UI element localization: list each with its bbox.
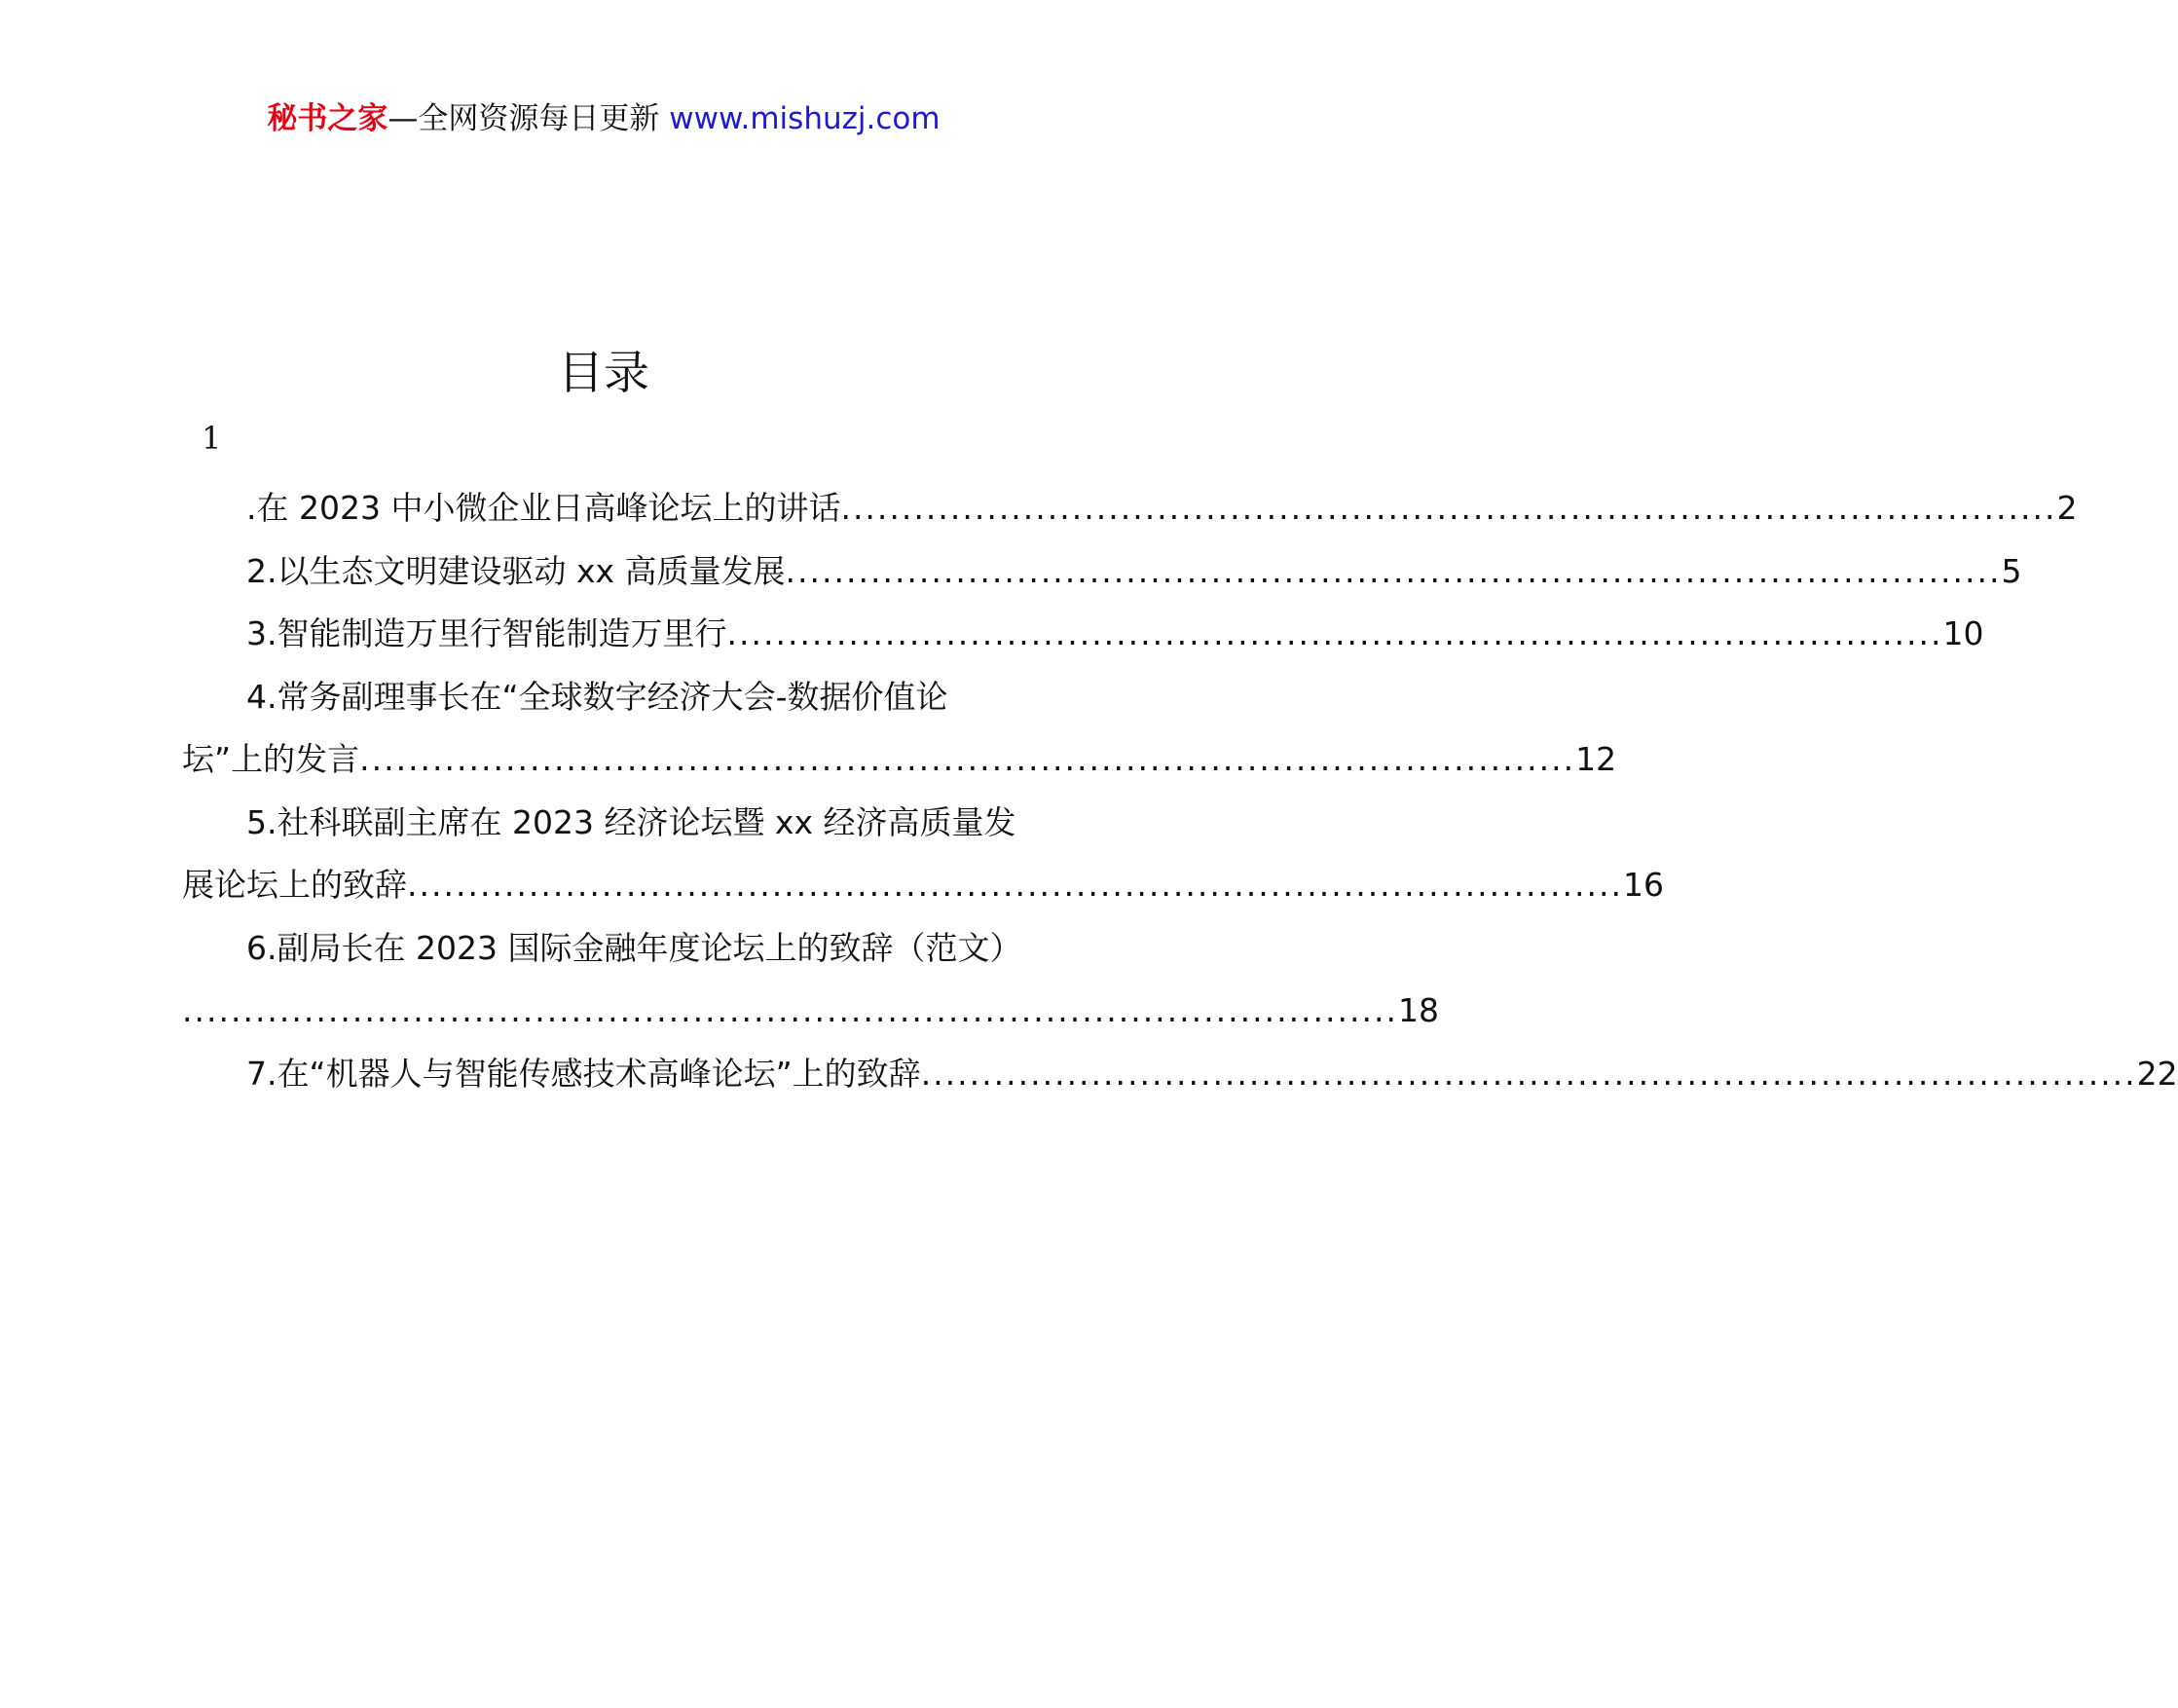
toc-entry-page: 5	[2001, 551, 2022, 590]
site-url-link[interactable]: www.mishuzj.com	[669, 101, 941, 136]
toc-entry-title: 6.副局长在 2023 国际金融年度论坛上的致辞（范文）	[246, 928, 1022, 967]
toc-leader: ....................................................................................................	[359, 740, 1576, 778]
toc-leader: ....................................................................................................	[840, 489, 2057, 527]
toc-entry-7[interactable]	[182, 1043, 2178, 1106]
toc-entry-title: 2.以生态文明建设驱动 xx 高质量发展	[246, 551, 786, 590]
toc-entry-title: 4.常务副理事长在“全球数字经济大会-数据价值论	[246, 677, 948, 716]
toc-entry-title: .在 2023 中小微企业日高峰论坛上的讲话	[246, 489, 841, 527]
toc-leader: ....................................................................................................	[920, 1054, 2137, 1093]
toc-leader: ....................................................................................................	[182, 991, 1398, 1029]
toc-entry-page: 12	[1575, 740, 1617, 778]
site-header	[0, 97, 1207, 140]
toc-entry-5-cont[interactable]	[182, 854, 1664, 917]
toc-entry-title: 7.在“机器人与智能传感技术高峰论坛”上的致辞	[246, 1054, 921, 1093]
toc-entry-5[interactable]	[182, 792, 1022, 855]
toc-leader: ....................................................................................................	[785, 551, 2002, 590]
toc-entry-title-cont: 坛”上的发言	[182, 740, 360, 778]
toc-entry-4[interactable]	[182, 666, 1022, 729]
toc-leader: ....................................................................................................	[407, 866, 1623, 904]
site-slogan: —全网资源每日更新	[388, 101, 660, 136]
page-number: 1	[202, 420, 222, 457]
toc-entry-title: 3.智能制造万里行智能制造万里行	[246, 614, 727, 652]
table-of-contents	[182, 477, 2178, 1105]
toc-entry-page: 18	[1397, 991, 1439, 1029]
toc-entry-1[interactable]	[182, 477, 2078, 540]
toc-entry-page: 2	[2056, 489, 2078, 527]
toc-entry-page: 22	[2136, 1054, 2178, 1093]
toc-entry-page: 16	[1622, 866, 1664, 904]
toc-title: 目录	[558, 347, 649, 400]
toc-entry-3[interactable]	[182, 603, 1984, 666]
toc-entry-4-cont[interactable]	[182, 728, 1617, 792]
toc-entry-6[interactable]	[182, 917, 1022, 981]
toc-entry-title-cont: 展论坛上的致辞	[182, 866, 407, 904]
toc-entry-page: 10	[1942, 614, 1984, 652]
toc-entry-2[interactable]	[182, 540, 2022, 604]
site-brand: 秘书之家	[267, 101, 388, 136]
toc-entry-6-cont[interactable]	[182, 980, 1439, 1043]
toc-leader: ....................................................................................................	[726, 614, 1943, 652]
toc-entry-title: 5.社科联副主席在 2023 经济论坛暨 xx 经济高质量发	[246, 802, 1016, 841]
